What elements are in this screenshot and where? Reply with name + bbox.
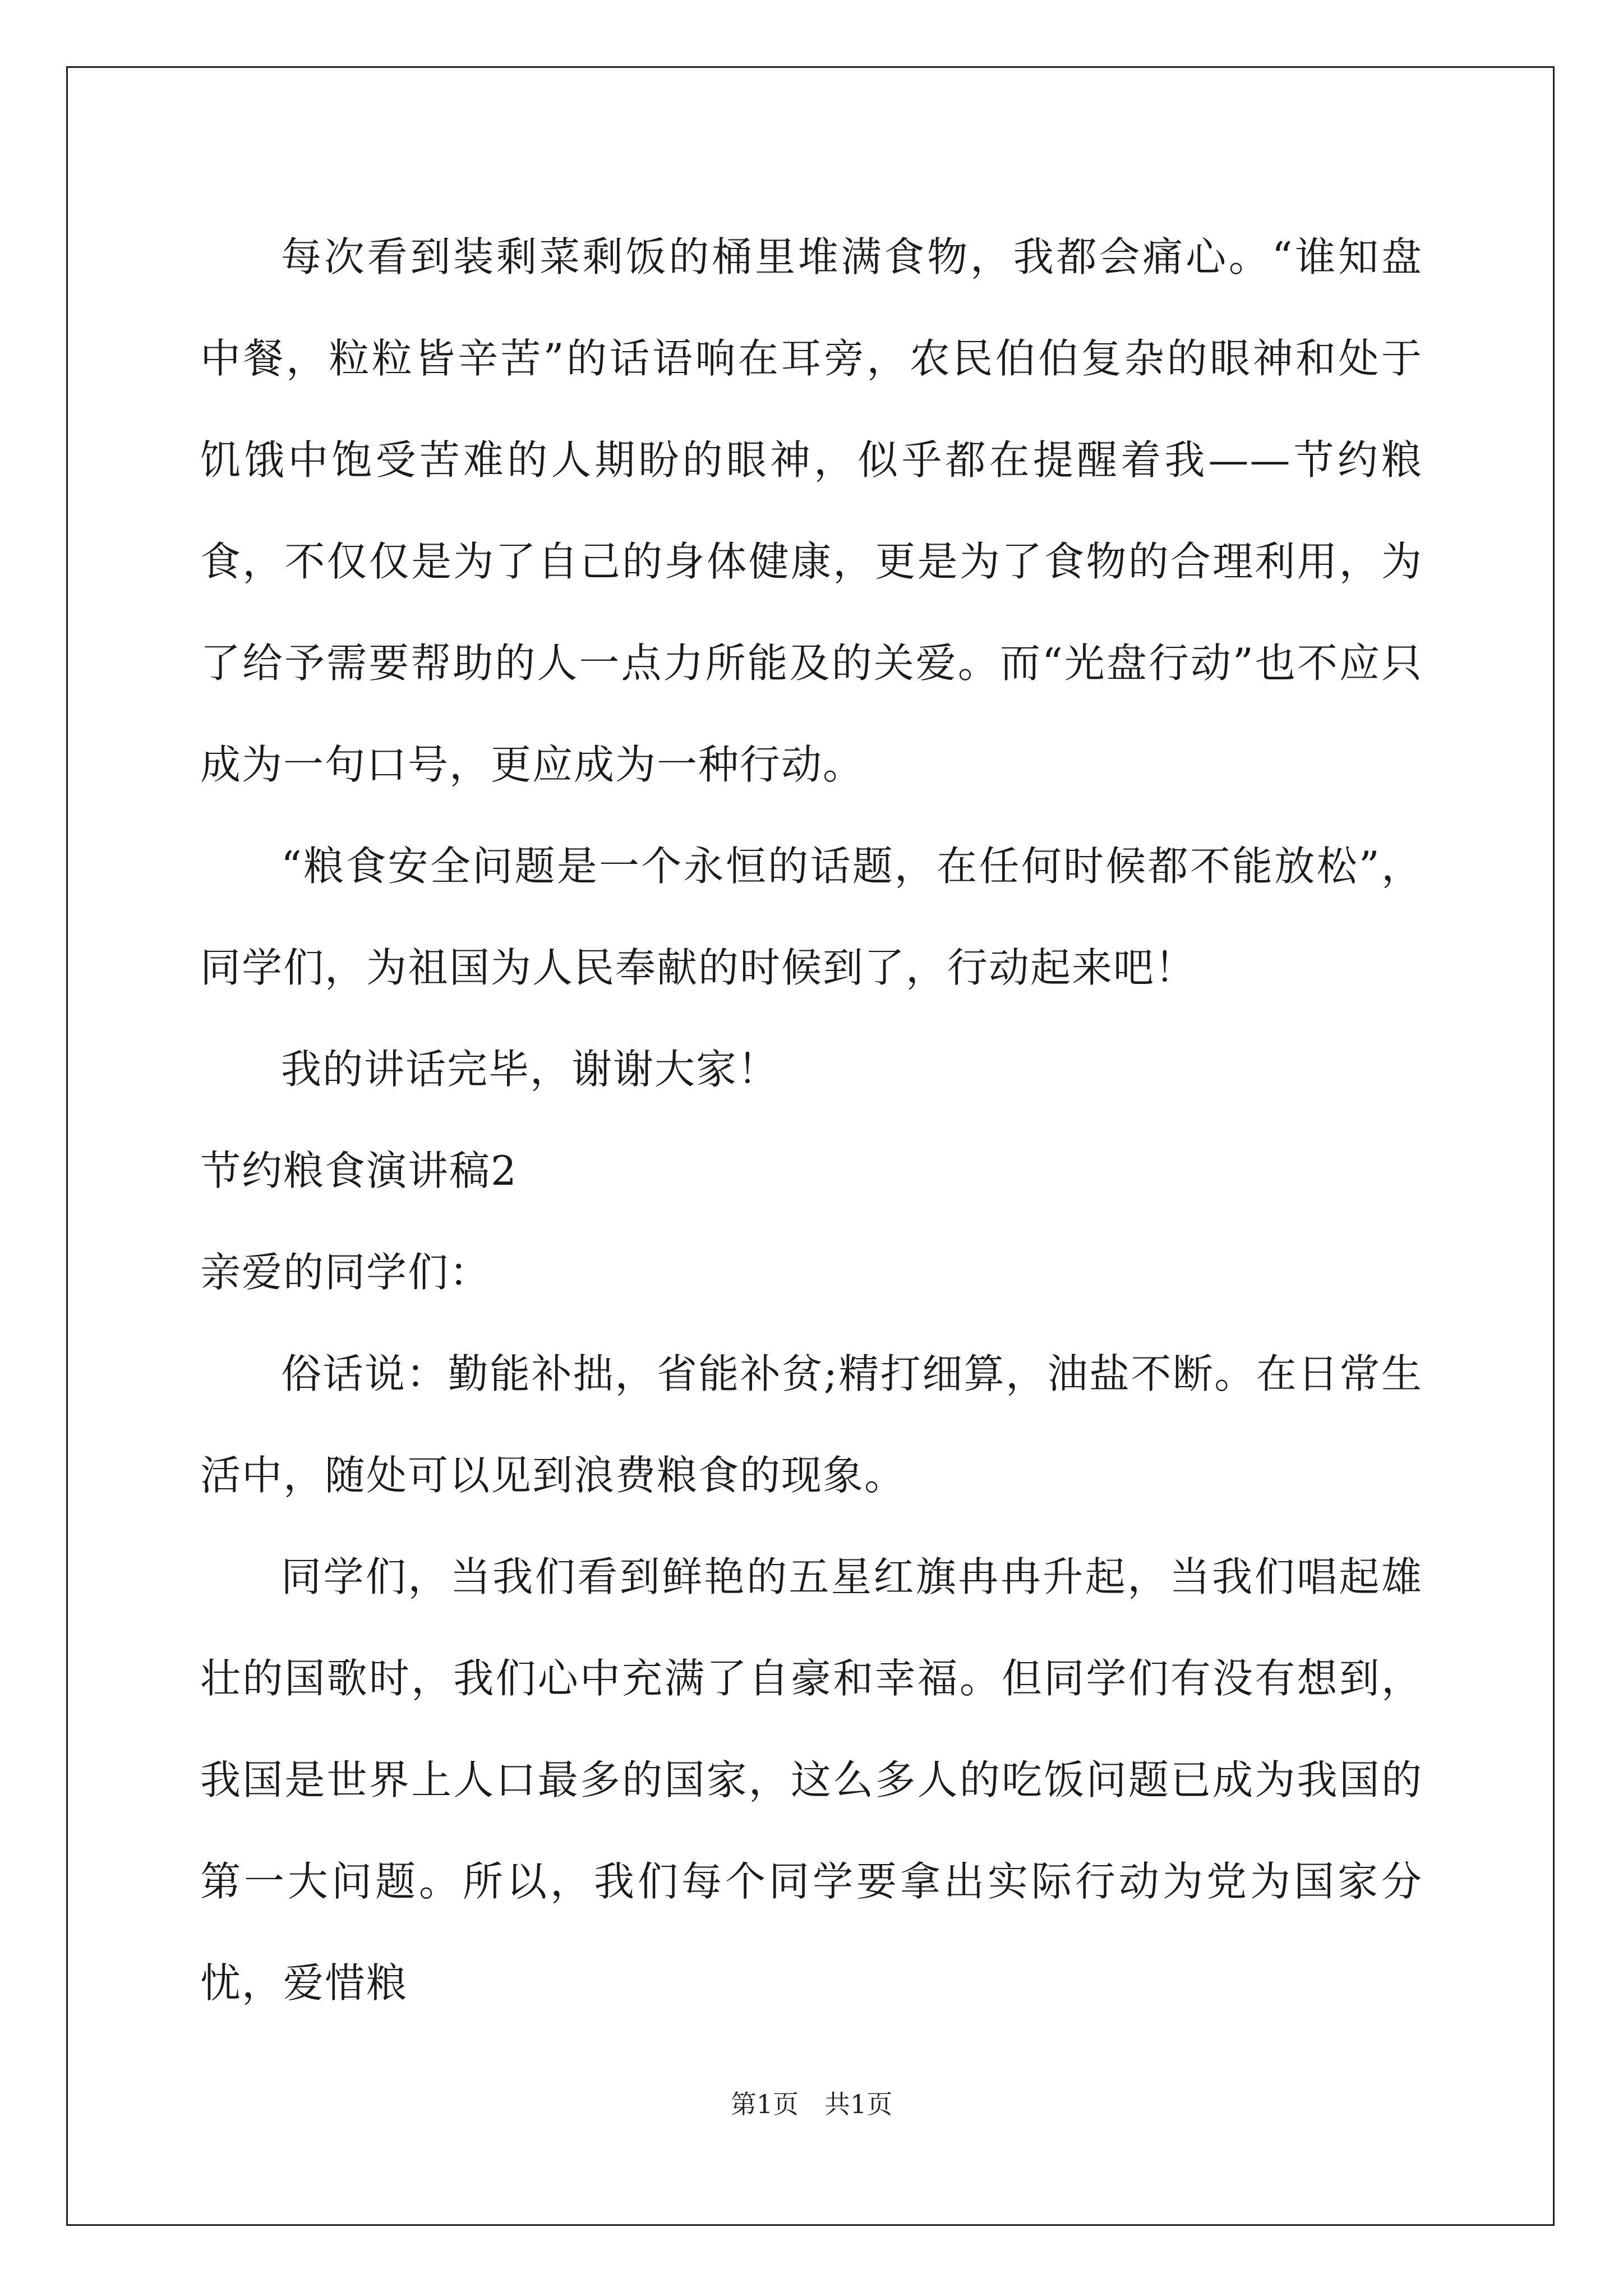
paragraph-closing: 我的讲话完毕，谢谢大家！	[281, 1046, 780, 1093]
paragraph-food-waste: 每次看到装剩菜剩饭的桶里堆满食物，我都会痛心。“谁知盘中餐，粒粒皆辛苦”的话语响在耳旁，农民伯伯复杂的眼神和处于饥饿中饱受苦难的人期盼的眼神，似乎都在提醒着我——节约粮食，不仅仅是为了自己的身体健康，更是为了食物的合理利用，为了给予需要帮助的人一点力所能及的关爱。而“光盘行动”也不应只成为一句口号，更应成为一种行动。	[200, 233, 1423, 788]
paragraph-food-security: “粮食安全问题是一个永恒的话题，在任何时候都不能放松”，同学们，为祖国为人民奉献的时候到了，行动起来吧！	[200, 843, 1423, 991]
section-heading: 节约粮食演讲稿2	[200, 1147, 518, 1194]
paragraph-national-flag: 同学们，当我们看到鲜艳的五星红旗冉冉升起，当我们唱起雄壮的国歌时，我们心中充满了自豪和幸福。但同学们有没有想到，我国是世界上人口最多的国家，这么多人的吃饭问题已成为我国的第一大问题。所以，我们每个同学要拿出实际行动为党为国家分忧，爱惜粮	[200, 1553, 1423, 2007]
salutation: 亲爱的同学们：	[200, 1249, 491, 1296]
page-number-footer: 第1页 共1页	[730, 2089, 893, 2119]
document-body	[200, 206, 1423, 2034]
paragraph-proverb: 俗话说：勤能补拙，省能补贫;精打细算，油盐不断。在日常生活中，随处可以见到浪费粮食的现象。	[200, 1350, 1423, 1499]
